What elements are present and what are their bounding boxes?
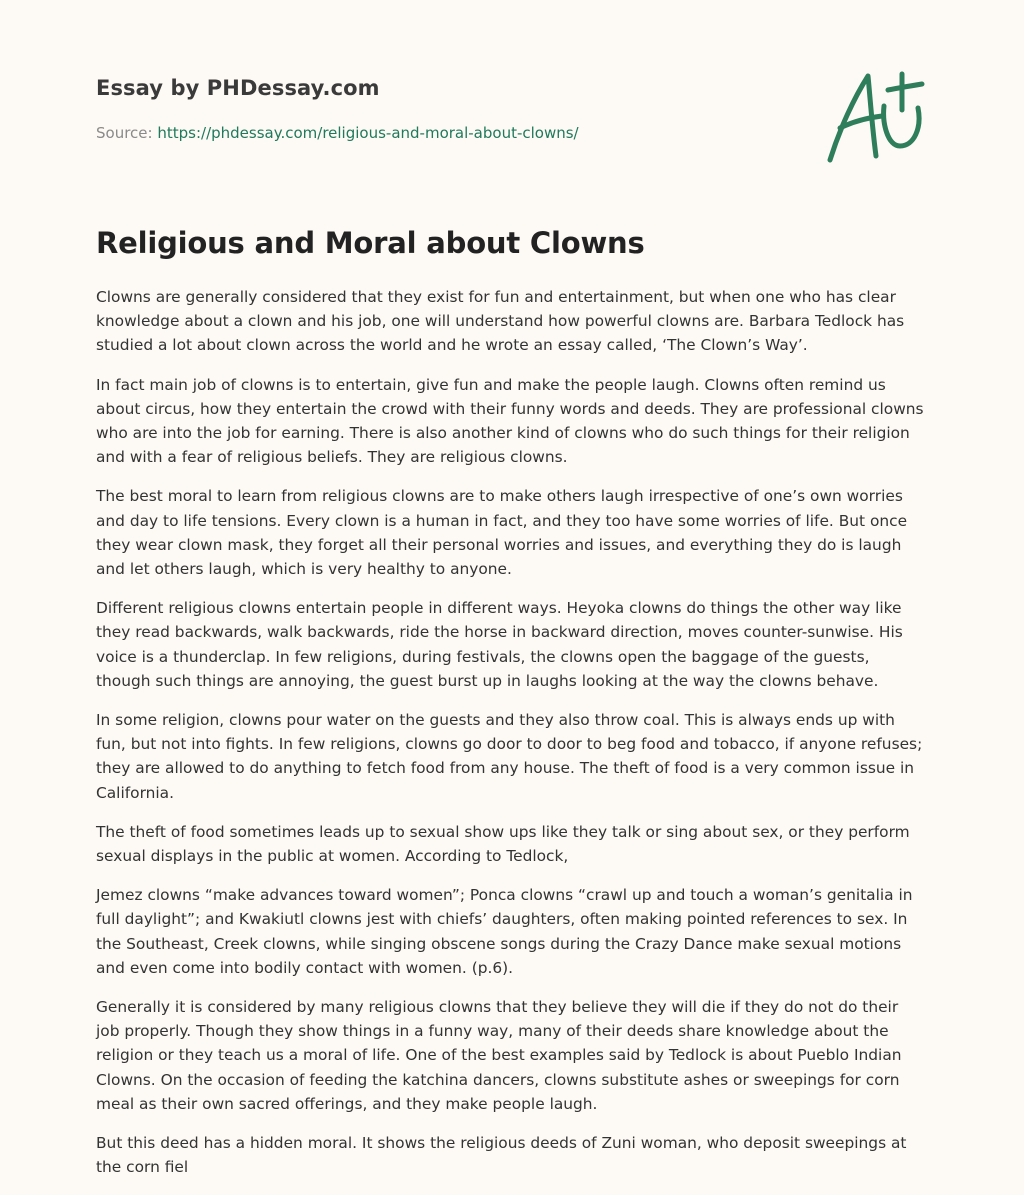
essay-body: [96, 285, 926, 1195]
essay-paragraph: Generally it is considered by many religious clowns that they believe they will die if they do not do their job properly. Though they show things in a funny way, many of their deeds share knowledge about the religion or they teach us a moral of life. One of the best examples said by Tedlock is about Pueblo Indian Clowns. On the occasion of feeding the katchina dancers, clowns substitute ashes or sweepings for corn meal as their own sacred offerings, and they make people laugh.: [96, 998, 902, 1113]
essay-paragraph: In some religion, clowns pour water on the guests and they also throw coal. This is always ends up with fun, but not into fights. In few religions, clowns go door to door to beg food and tobacco, if anyone refuses; they are allowed to do anything to fetch food from any house. The theft of food is a very common issue in California.: [96, 711, 923, 802]
source-link[interactable]: https://phdessay.com/religious-and-moral-about-clowns/: [157, 124, 579, 142]
essay-paragraph: The best moral to learn from religious clowns are to make others laugh irrespective of one’s own worries and day to life tensions. Every clown is a human in fact, and they too have some worries of life. But once they wear clown mask, they forget all their personal worries and issues, and everything they do is laugh and let others laugh, which is very healthy to anyone.: [96, 487, 908, 579]
essay-paragraph: But this deed has a hidden moral. It shows the religious deeds of Zuni woman, who deposit sweepings at the corn fiel: [96, 1134, 907, 1177]
essay-title: Religious and Moral about Clowns: [96, 226, 645, 260]
essay-paragraph: The theft of food sometimes leads up to sexual show ups like they talk or sing about sex, or they perform sexual displays in the public at women. According to Tedlock,: [96, 822, 910, 866]
source-line: [96, 124, 579, 142]
essay-paragraph: Clowns are generally considered that they exist for fun and entertainment, but when one who has clear knowledge about a clown and his job, one will understand how powerful clowns are. Barbara Tedlock has studied a lot about clown across the world and he wrote an essay called, ‘The Clown’s Way’.: [96, 288, 905, 355]
essay-paragraph: Jemez clowns “make advances toward women”; Ponca clowns “crawl up and touch a woman’s genitalia in full daylight”; and Kwakiutl clowns jest with chiefs’ daughters, often making pointed references to sex. In the Southeast, Creek clowns, while singing obscene songs during the Crazy Dance make sexual motions and even come into bodily contact with women. (p.6).: [96, 886, 913, 977]
source-label: Source:: [96, 124, 153, 142]
essay-paragraph: Different religious clowns entertain people in different ways. Heyoka clowns do things the other way like they read backwards, walk backwards, ride the horse in backward direction, moves counter-sunwise. His voice is a thunderclap. In few religions, during festivals, the clowns open the baggage of the guests, though such things are annoying, the guest burst up in laughs looking at the way the clowns behave.: [96, 599, 903, 690]
site-brand: Essay by PHDessay.com: [96, 76, 380, 100]
essay-paragraph: In fact main job of clowns is to entertain, give fun and make the people laugh. Clowns often remind us about circus, how they entertain the crowd with their funny words and deeds. They are professional clowns who are into the job for earning. There is also another kind of clowns who do such things for their religion and with a fear of religious beliefs. They are religious clowns.: [96, 375, 924, 467]
a-plus-logo-icon: [826, 66, 930, 166]
